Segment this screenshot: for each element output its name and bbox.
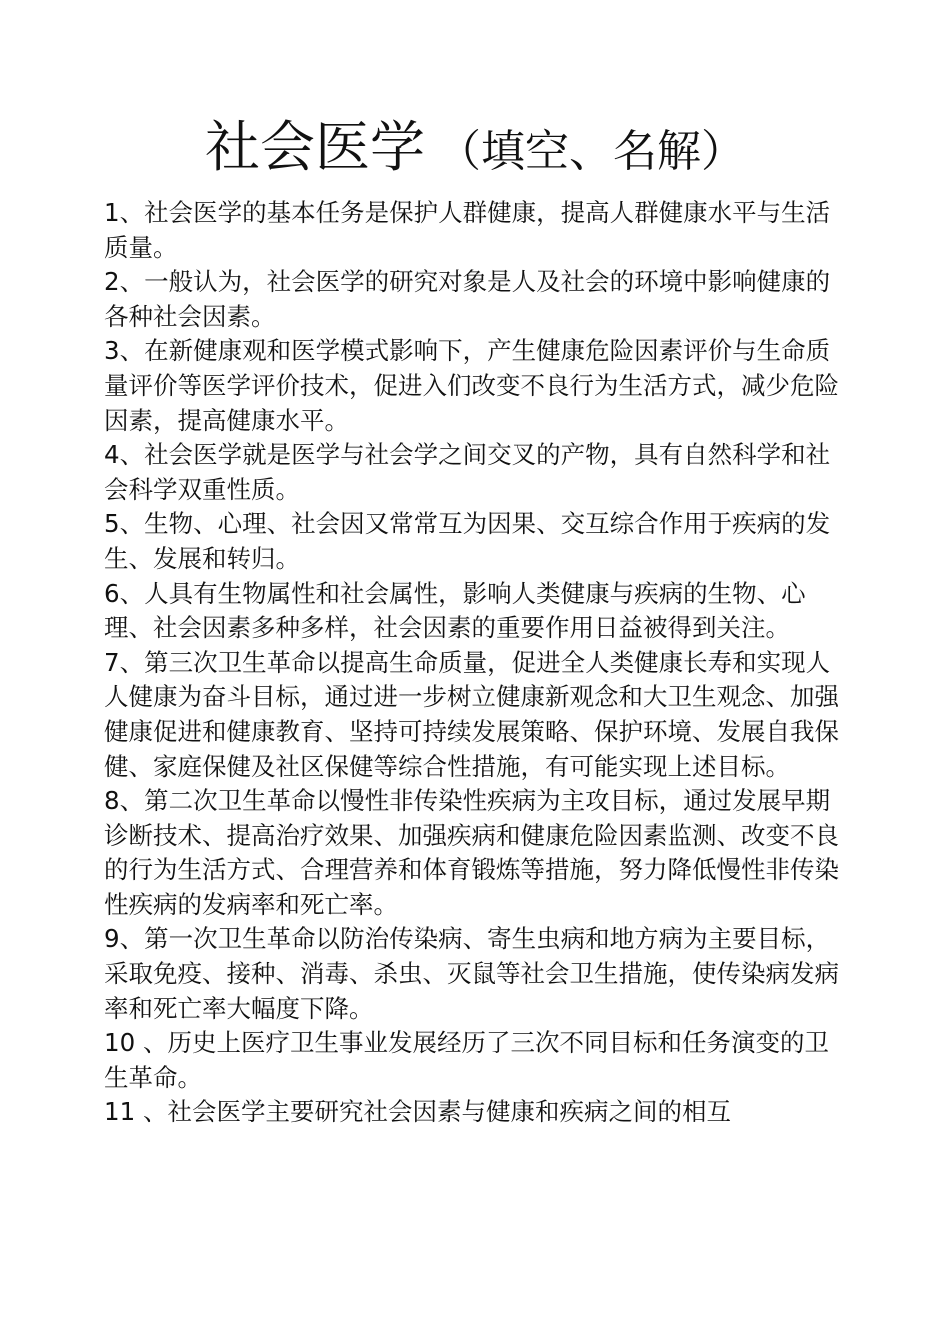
list-item [104,577,852,646]
item-text: 在新健康观和医学模式影响下，产生健康危险因素评价与生命质量评价等医学评价技术，促进入们改变不良行为生活方式，减少危险因素，提高健康水平。 [104,336,839,435]
item-text: 生物、心理、社会因又常常互为因果、交互综合作用于疾病的发生、发展和转归。 [104,509,831,573]
item-number: 1、 [104,198,145,227]
item-number: 10 、 [104,1028,168,1058]
item-number: 5、 [104,509,145,539]
list-item [104,922,852,1026]
item-number: 4、 [104,440,145,470]
item-text: 社会医学的基本任务是保护人群健康，提高人群健康水平与生活质量。 [104,198,831,262]
item-text: 历史上医疗卫生事业发展经历了三次不同目标和任务演变的卫生革命。 [104,1028,829,1092]
item-text: 社会医学就是医学与社会学之间交叉的产物，具有自然科学和社会科学双重性质。 [104,440,831,504]
list-item [104,1026,852,1095]
question-list [104,196,852,1130]
list-item [104,784,852,922]
item-number: 3、 [104,336,145,366]
list-item [104,334,852,438]
item-text: 社会医学主要研究社会因素与健康和疾病之间的相互 [167,1097,731,1127]
title-main: 社会医学 [204,115,425,179]
item-text: 第一次卫生革命以防治传染病、寄生虫病和地方病为主要目标，采取免疫、接种、消毒、杀虫、灭鼠等社会卫生措施，使传染病发病率和死亡率大幅度下降。 [104,924,839,1023]
list-item [104,196,852,265]
list-item [104,646,852,784]
item-text: 第三次卫生革命以提高生命质量，促进全人类健康长寿和实现人人健康为奋斗目标，通过进一步树立健康新观念和大卫生观念、加强健康促进和健康教育、坚持可持续发展策略、保护环境、发展自我保健、家庭保健及社区保健等综合性措施，有可能实现上述目标。 [104,647,839,781]
item-text: 第二次卫生革命以慢性非传染性疾病为主攻目标，通过发展早期诊断技术、提高治疗效果、加强疾病和健康危险因素监测、改变不良的行为生活方式、合理营养和体育锻炼等措施，努力降低慢性非传染性疾病的发病率和死亡率。 [104,786,839,919]
item-text: 人具有生物属性和社会属性，影响人类健康与疾病的生物、心理、社会因素多种多样，社会因素的重要作用日益被得到关注。 [104,578,806,643]
item-number: 2、 [104,267,145,297]
item-number: 11 、 [104,1097,168,1127]
item-number: 6、 [104,578,145,608]
page-title [0,112,950,187]
list-item [104,507,852,576]
list-item [104,265,852,334]
list-item [104,1095,852,1130]
item-number: 7、 [104,647,145,677]
title-subtitle: （填空、名解） [437,126,745,177]
list-item [104,438,852,507]
item-number: 8、 [104,786,145,816]
item-text: 一般认为，社会医学的研究对象是人及社会的环境中影响健康的各种社会因素。 [104,267,831,331]
item-number: 9、 [104,924,145,954]
